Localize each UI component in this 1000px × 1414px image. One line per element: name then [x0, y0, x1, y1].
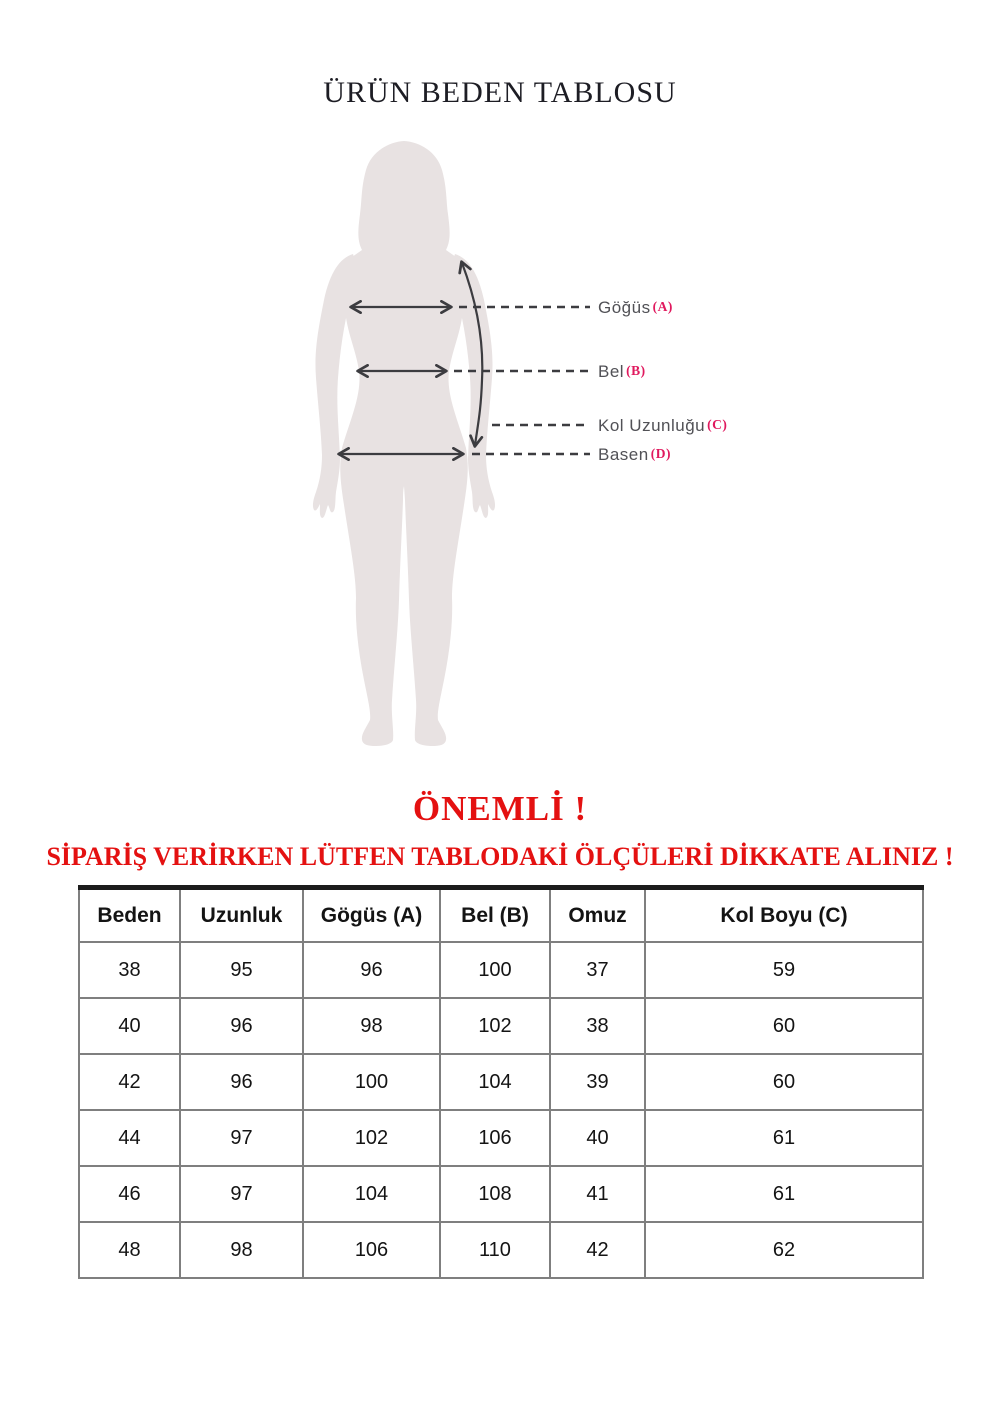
measurement-label-bel: [598, 363, 646, 380]
cell-omuz: 38: [550, 998, 645, 1054]
header-bel: Bel (B): [440, 888, 550, 943]
cell-uzunluk: 96: [180, 998, 303, 1054]
cell-gogus: 100: [303, 1054, 440, 1110]
cell-beden: 40: [79, 998, 180, 1054]
cell-bel: 106: [440, 1110, 550, 1166]
measurement-name: Basen: [598, 445, 649, 464]
cell-uzunluk: 97: [180, 1110, 303, 1166]
header-uzunluk: Uzunluk: [180, 888, 303, 943]
measurement-letter: (A): [652, 299, 673, 314]
cell-beden: 48: [79, 1222, 180, 1278]
cell-omuz: 39: [550, 1054, 645, 1110]
cell-gogus: 104: [303, 1166, 440, 1222]
cell-bel: 102: [440, 998, 550, 1054]
cell-kol-boyu: 61: [645, 1166, 923, 1222]
cell-uzunluk: 98: [180, 1222, 303, 1278]
cell-beden: 42: [79, 1054, 180, 1110]
cell-bel: 108: [440, 1166, 550, 1222]
table-row: [79, 998, 923, 1054]
cell-omuz: 37: [550, 942, 645, 998]
measurement-label-gogus: [598, 299, 673, 316]
cell-bel: 100: [440, 942, 550, 998]
cell-beden: 44: [79, 1110, 180, 1166]
cell-gogus: 102: [303, 1110, 440, 1166]
table-row: [79, 1110, 923, 1166]
measurement-label-kol-uzunlugu: [598, 417, 727, 434]
size-table: [78, 885, 924, 1279]
page-title: ÜRÜN BEDEN TABLOSU: [323, 76, 677, 109]
warning-text: SİPARİŞ VERİRKEN LÜTFEN TABLODAKİ ÖLÇÜLERİ DİKKATE ALINIZ !: [46, 842, 954, 871]
body-silhouette: [340, 141, 467, 746]
cell-beden: 46: [79, 1166, 180, 1222]
header-omuz: Omuz: [550, 888, 645, 943]
measurement-letter: (C): [707, 417, 728, 432]
header-beden: Beden: [79, 888, 180, 943]
cell-gogus: 96: [303, 942, 440, 998]
header-kol-boyu: Kol Boyu (C): [645, 888, 923, 943]
measurement-letter: (D): [650, 446, 671, 461]
cell-kol-boyu: 60: [645, 998, 923, 1054]
cell-omuz: 42: [550, 1222, 645, 1278]
table-row: [79, 942, 923, 998]
important-heading: ÖNEMLİ !: [412, 789, 588, 828]
cell-bel: 110: [440, 1222, 550, 1278]
cell-uzunluk: 95: [180, 942, 303, 998]
cell-bel: 104: [440, 1054, 550, 1110]
table-row: [79, 1222, 923, 1278]
table-row: [79, 1054, 923, 1110]
cell-kol-boyu: 59: [645, 942, 923, 998]
cell-gogus: 106: [303, 1222, 440, 1278]
measurement-name: Göğüs: [598, 298, 651, 317]
table-header-row: [79, 888, 923, 943]
measurement-name: Bel: [598, 362, 625, 381]
cell-uzunluk: 96: [180, 1054, 303, 1110]
cell-uzunluk: 97: [180, 1166, 303, 1222]
cell-kol-boyu: 61: [645, 1110, 923, 1166]
measurement-letter: (B): [626, 363, 646, 378]
measurement-label-basen: [598, 446, 671, 463]
header-gogus: Gögüs (A): [303, 888, 440, 943]
cell-kol-boyu: 60: [645, 1054, 923, 1110]
cell-beden: 38: [79, 942, 180, 998]
cell-gogus: 98: [303, 998, 440, 1054]
table-row: [79, 1166, 923, 1222]
cell-omuz: 41: [550, 1166, 645, 1222]
cell-omuz: 40: [550, 1110, 645, 1166]
measurement-name: Kol Uzunluğu: [598, 416, 706, 435]
cell-kol-boyu: 62: [645, 1222, 923, 1278]
